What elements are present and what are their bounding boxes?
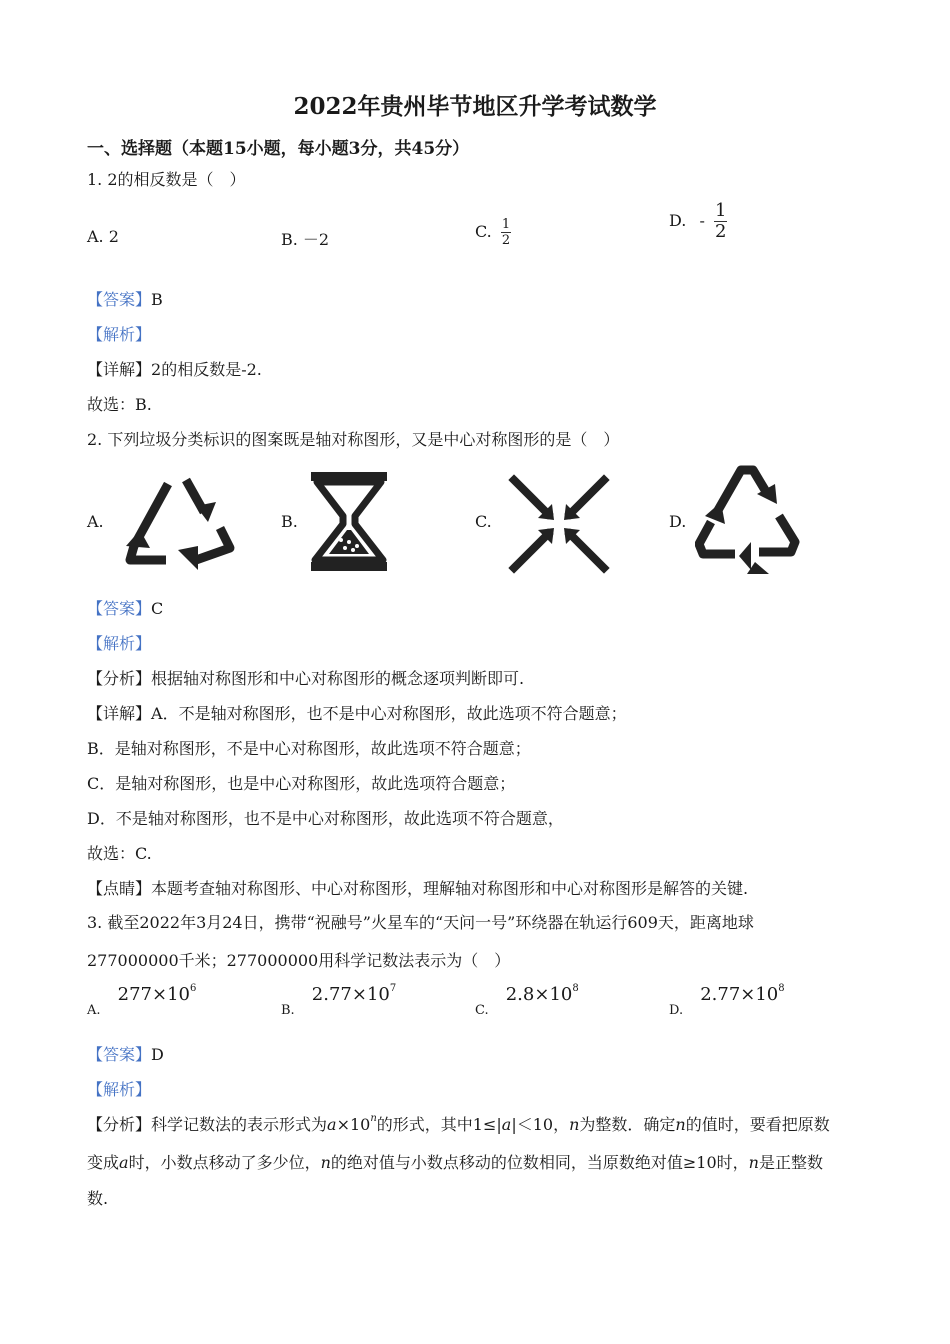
q3-stem-line-1: 3. 截至2022年3月24日，携带“祝融号”火星车的“天问一号”环绕器在轨运行609天，距离地球	[87, 913, 754, 932]
q2-label-c: C.	[475, 512, 492, 531]
var-n: n	[675, 1115, 686, 1134]
q3-line2-text-c: 的绝对值与小数点移动的位数相同，当原数绝对值≥10时，	[330, 1153, 749, 1172]
q3-fenxi-text-f: 的值时，要看把原数	[685, 1115, 830, 1134]
answer-tag: 【答案】	[87, 599, 152, 618]
q3-answer	[87, 1042, 164, 1065]
q2-dianjing-text: 本题考查轴对称图形、中心对称图形，理解轴对称图形和中心对称图形是解答的关键.	[151, 879, 749, 898]
fenxi-tag: 【分析】	[87, 1115, 152, 1134]
q3-fenxi-text-e: 为整数．确定	[579, 1115, 676, 1134]
q1-answer-value: B	[151, 290, 163, 309]
q3-fenxi-line-1	[87, 1112, 830, 1135]
q1-option-b: B. －2	[281, 230, 330, 249]
q3-fenxi-text-b: ×10	[336, 1115, 371, 1134]
q3-option-c-exp: 8	[572, 983, 579, 994]
q1-stem: 1. 2的相反数是（ ）	[87, 170, 246, 189]
q1-option-c-num: 1	[501, 217, 511, 232]
q3-fenxi-line-2	[87, 1150, 823, 1173]
q1-option-c-label: C.	[475, 222, 492, 241]
q1-answer	[87, 287, 163, 310]
var-a: a	[119, 1153, 129, 1172]
q2-dianjing	[87, 876, 748, 899]
q3-option-c-base: 2.8	[505, 984, 535, 1005]
dianjing-tag: 【点睛】	[87, 879, 152, 898]
q2-label-a: A.	[87, 512, 104, 531]
answer-tag: 【答案】	[87, 290, 152, 309]
q1-option-c-fraction	[501, 218, 511, 247]
detail-tag: 【详解】	[87, 360, 152, 379]
times-ten: ×10	[740, 984, 779, 1005]
q1-option-d-label: D.	[669, 211, 687, 230]
q2-fenxi	[87, 666, 524, 689]
q3-option-b-label: B.	[281, 1003, 295, 1018]
var-a: a	[327, 1115, 337, 1134]
q2-detail-text: A．不是轴对称图形，也不是中心对称图形，故此选项不符合题意；	[151, 704, 627, 723]
q2-detail	[87, 701, 627, 724]
q3-option-d-exp: 8	[778, 983, 785, 994]
q1-option-d-den: 2	[714, 221, 727, 242]
answer-tag: 【答案】	[87, 1045, 152, 1064]
q3-line2-text-a: 变成	[87, 1153, 120, 1172]
q3-stem-line-2: 277000000千米；277000000用科学记数法表示为（ ）	[87, 951, 511, 970]
q1-conclusion: 故选：B.	[87, 395, 152, 414]
q3-option-a	[87, 983, 197, 1018]
var-n: n	[748, 1153, 759, 1172]
q1-option-d	[669, 202, 727, 241]
q2-answer	[87, 596, 163, 619]
q3-option-b-base: 2.77	[311, 984, 352, 1005]
q1-option-a: A. 2	[87, 227, 119, 246]
q1-analysis-tag: 【解析】	[87, 325, 152, 344]
q2-detail-line-c: C．是轴对称图形，也是中心对称图形，故此选项符合题意；	[87, 774, 516, 793]
q3-option-d	[669, 983, 785, 1018]
q3-option-c-label: C.	[475, 1003, 489, 1018]
q2-label-d: D.	[669, 512, 687, 531]
q3-option-a-exp: 6	[189, 983, 197, 994]
q1-option-d-fraction	[714, 202, 727, 241]
q3-option-a-base: 277	[117, 984, 152, 1005]
q1-option-d-num: 1	[714, 200, 727, 221]
q3-option-d-base: 2.77	[700, 984, 741, 1005]
q3-fenxi-text-c: 的形式，其中1≤|	[376, 1115, 502, 1134]
section-heading: 一、选择题（本题15小题，每小题3分，共45分）	[87, 139, 470, 159]
q3-fenxi-text-a: 科学记数法的表示形式为	[151, 1115, 328, 1134]
q3-line2-text-b: 时，小数点移动了多少位，	[128, 1153, 321, 1172]
q2-answer-value: C	[151, 599, 164, 618]
times-ten: ×10	[151, 984, 190, 1005]
q1-option-c-den: 2	[501, 233, 511, 248]
times-ten: ×10	[534, 984, 573, 1005]
var-n-sup: n	[370, 1113, 377, 1124]
fenxi-tag: 【分析】	[87, 669, 152, 688]
var-a: a	[501, 1115, 512, 1134]
q1-detail	[87, 357, 262, 380]
q3-option-a-label: A.	[87, 1003, 101, 1018]
q2-label-b: B.	[281, 512, 298, 531]
q3-analysis-tag: 【解析】	[87, 1080, 152, 1099]
q1-option-d-sign: -	[699, 211, 705, 230]
q2-detail-line-b: B．是轴对称图形，不是中心对称图形，故此选项不符合题意；	[87, 739, 531, 758]
recycle-symbol-icon	[695, 462, 801, 576]
q3-option-d-label: D.	[669, 1003, 684, 1018]
times-ten: ×10	[351, 984, 390, 1005]
page-title: 2022年贵州毕节地区升学考试数学	[293, 93, 657, 120]
q3-option-b	[281, 983, 397, 1018]
detail-tag: 【详解】	[87, 704, 152, 723]
q3-line2-text-d: 是正整数	[758, 1153, 823, 1172]
q2-conclusion: 故选：C.	[87, 844, 152, 863]
q2-fenxi-text: 根据轴对称图形和中心对称图形的概念逐项判断即可.	[151, 669, 525, 688]
var-n: n	[569, 1115, 580, 1134]
q3-fenxi-line-3: 数.	[87, 1189, 109, 1208]
recycle-triangle-icon	[120, 466, 238, 570]
hourglass-icon	[307, 470, 391, 574]
q3-option-b-exp: 7	[389, 983, 397, 994]
q3-fenxi-text-d: |＜10，	[511, 1115, 570, 1134]
q2-stem: 2. 下列垃圾分类标识的图案既是轴对称图形，又是中心对称图形的是（ ）	[87, 430, 620, 449]
q2-detail-line-d: D．不是轴对称图形，也不是中心对称图形，故此选项不符合题意，	[87, 809, 564, 828]
inward-arrows-icon	[508, 474, 610, 574]
q3-answer-value: D	[151, 1045, 164, 1064]
q2-analysis-tag: 【解析】	[87, 634, 152, 653]
q1-detail-text: 2的相反数是-2.	[151, 360, 262, 379]
var-n: n	[320, 1153, 331, 1172]
q1-option-c	[475, 218, 511, 247]
q3-option-c	[475, 983, 579, 1018]
